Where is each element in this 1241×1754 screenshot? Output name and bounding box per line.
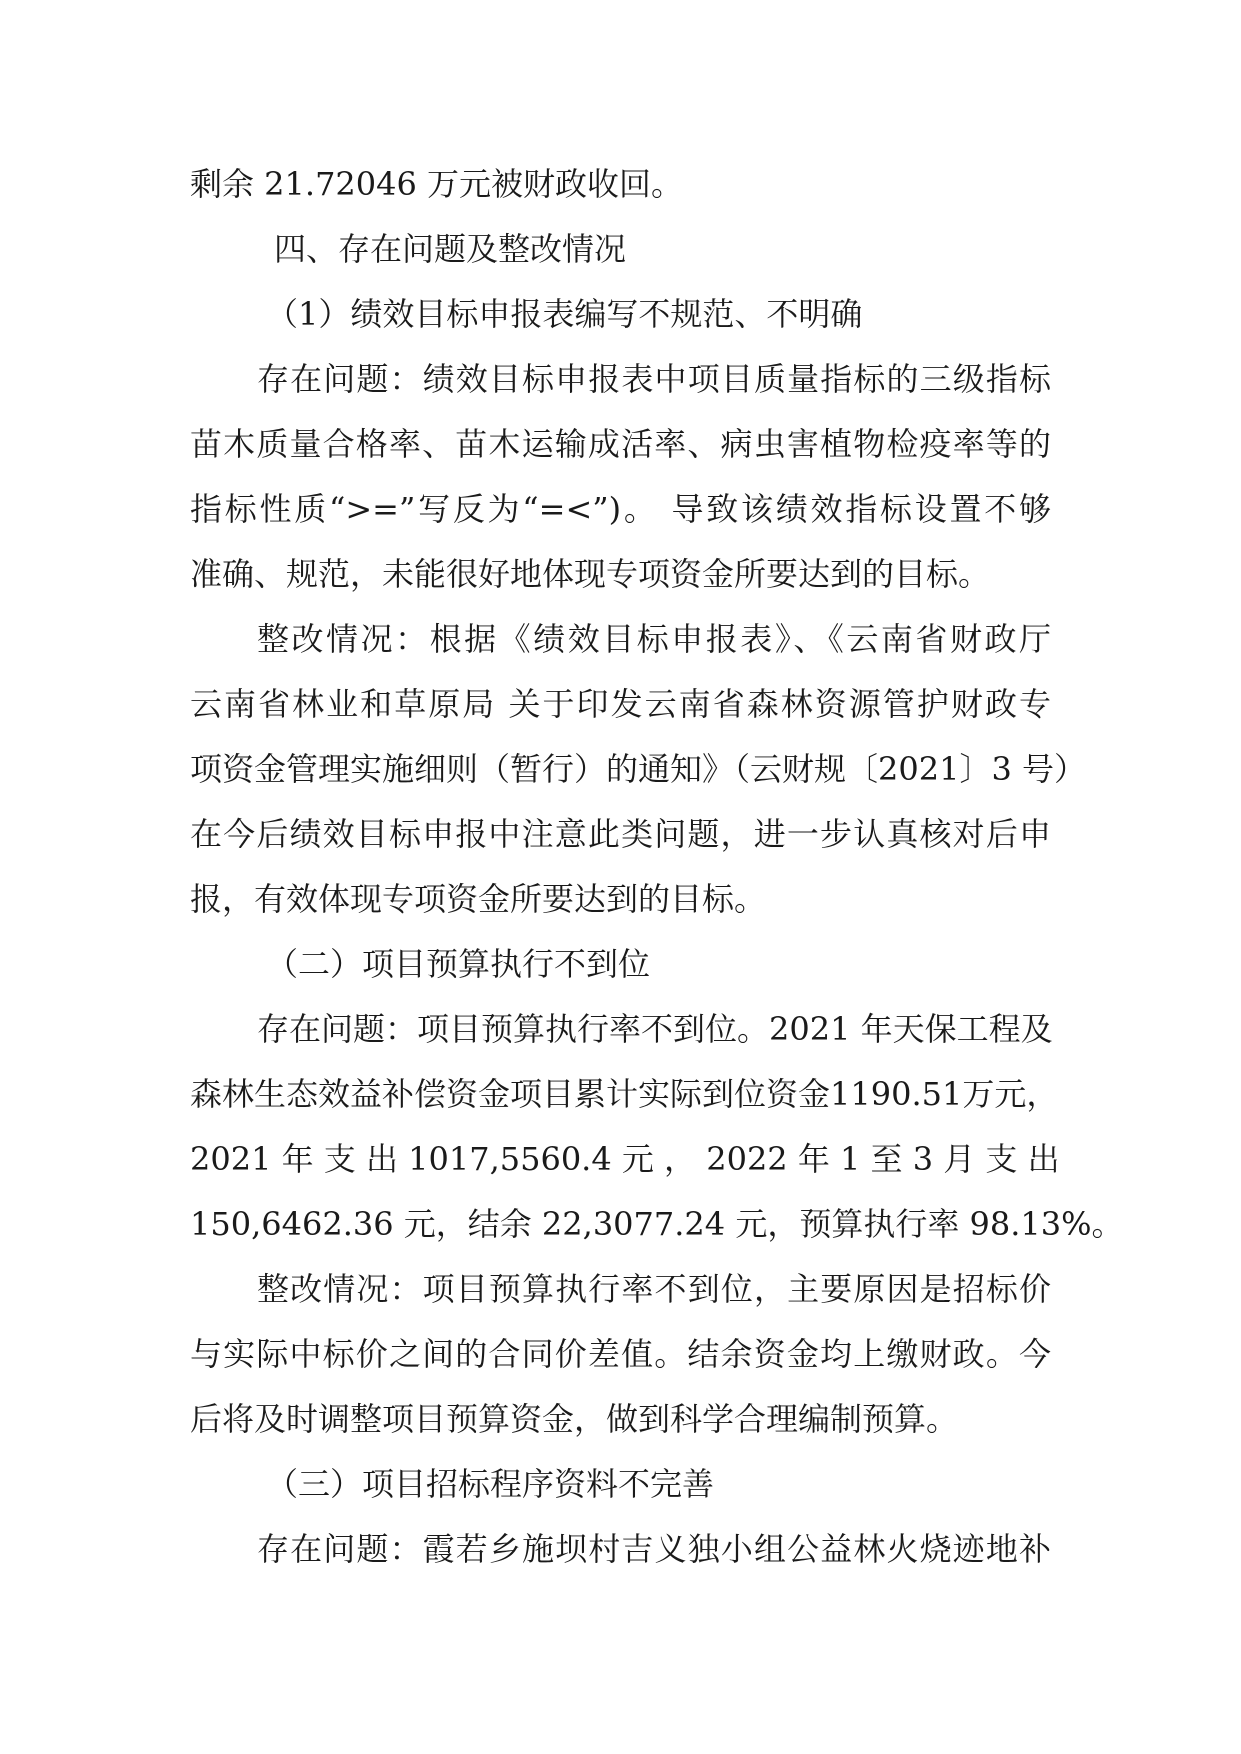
text-line: 报，有效体现专项资金所要达到的目标。 bbox=[190, 880, 767, 918]
text-line: 云南省林业和草原局 关于印发云南省森林资源管护财政专 bbox=[190, 685, 1051, 723]
text-line: 150,6462.36 元，结余 22,3077.24 元，预算执行率 98.13%。 bbox=[190, 1205, 1124, 1243]
text-line: 2021 年 支 出 1017,5560.4 元 ， 2022 年 1 至 3 月 支 出 bbox=[190, 1140, 1060, 1178]
text-line: 存在问题：绩效目标申报表中项目质量指标的三级指标 bbox=[257, 360, 1051, 398]
subsection-heading: （三）项目招标程序资料不完善 bbox=[266, 1465, 715, 1503]
text-line: 整改情况：根据《绩效目标申报表》、《云南省财政厅 bbox=[257, 620, 1051, 658]
text-line: 指标性质“>=”写反为“=<”)。 导致该绩效指标设置不够 bbox=[190, 490, 1051, 528]
text-line: 苗木质量合格率、苗木运输成活率、病虫害植物检疫率等的 bbox=[190, 425, 1051, 463]
text-line: 准确、规范，未能很好地体现专项资金所要达到的目标。 bbox=[190, 555, 991, 593]
text-line: 在今后绩效目标申报中注意此类问题，进一步认真核对后申 bbox=[190, 815, 1051, 853]
text-line: 存在问题：霞若乡施坝村吉义独小组公益林火烧迹地补 bbox=[257, 1530, 1051, 1568]
text-line: 项资金管理实施细则（暂行）的通知》（云财规〔2021〕3 号） bbox=[190, 750, 1086, 788]
text-line: 森林生态效益补偿资金项目累计实际到位资金1190.51万元， bbox=[190, 1075, 1059, 1113]
document-page bbox=[190, 152, 1124, 1582]
section-heading: 四、存在问题及整改情况 bbox=[274, 230, 627, 268]
text-line: 存在问题：项目预算执行率不到位。2021 年天保工程及 bbox=[257, 1010, 1053, 1048]
text-line: 与实际中标价之间的合同价差值。结余资金均上缴财政。今 bbox=[190, 1335, 1051, 1373]
subsection-heading: （二）项目预算执行不到位 bbox=[266, 945, 651, 983]
subsection-heading: （1）绩效目标申报表编写不规范、不明确 bbox=[266, 295, 863, 333]
text-line: 整改情况：项目预算执行率不到位，主要原因是招标价 bbox=[257, 1270, 1051, 1308]
text-line: 后将及时调整项目预算资金，做到科学合理编制预算。 bbox=[190, 1400, 959, 1438]
text-line: 剩余 21.72046 万元被财政收回。 bbox=[190, 165, 684, 203]
